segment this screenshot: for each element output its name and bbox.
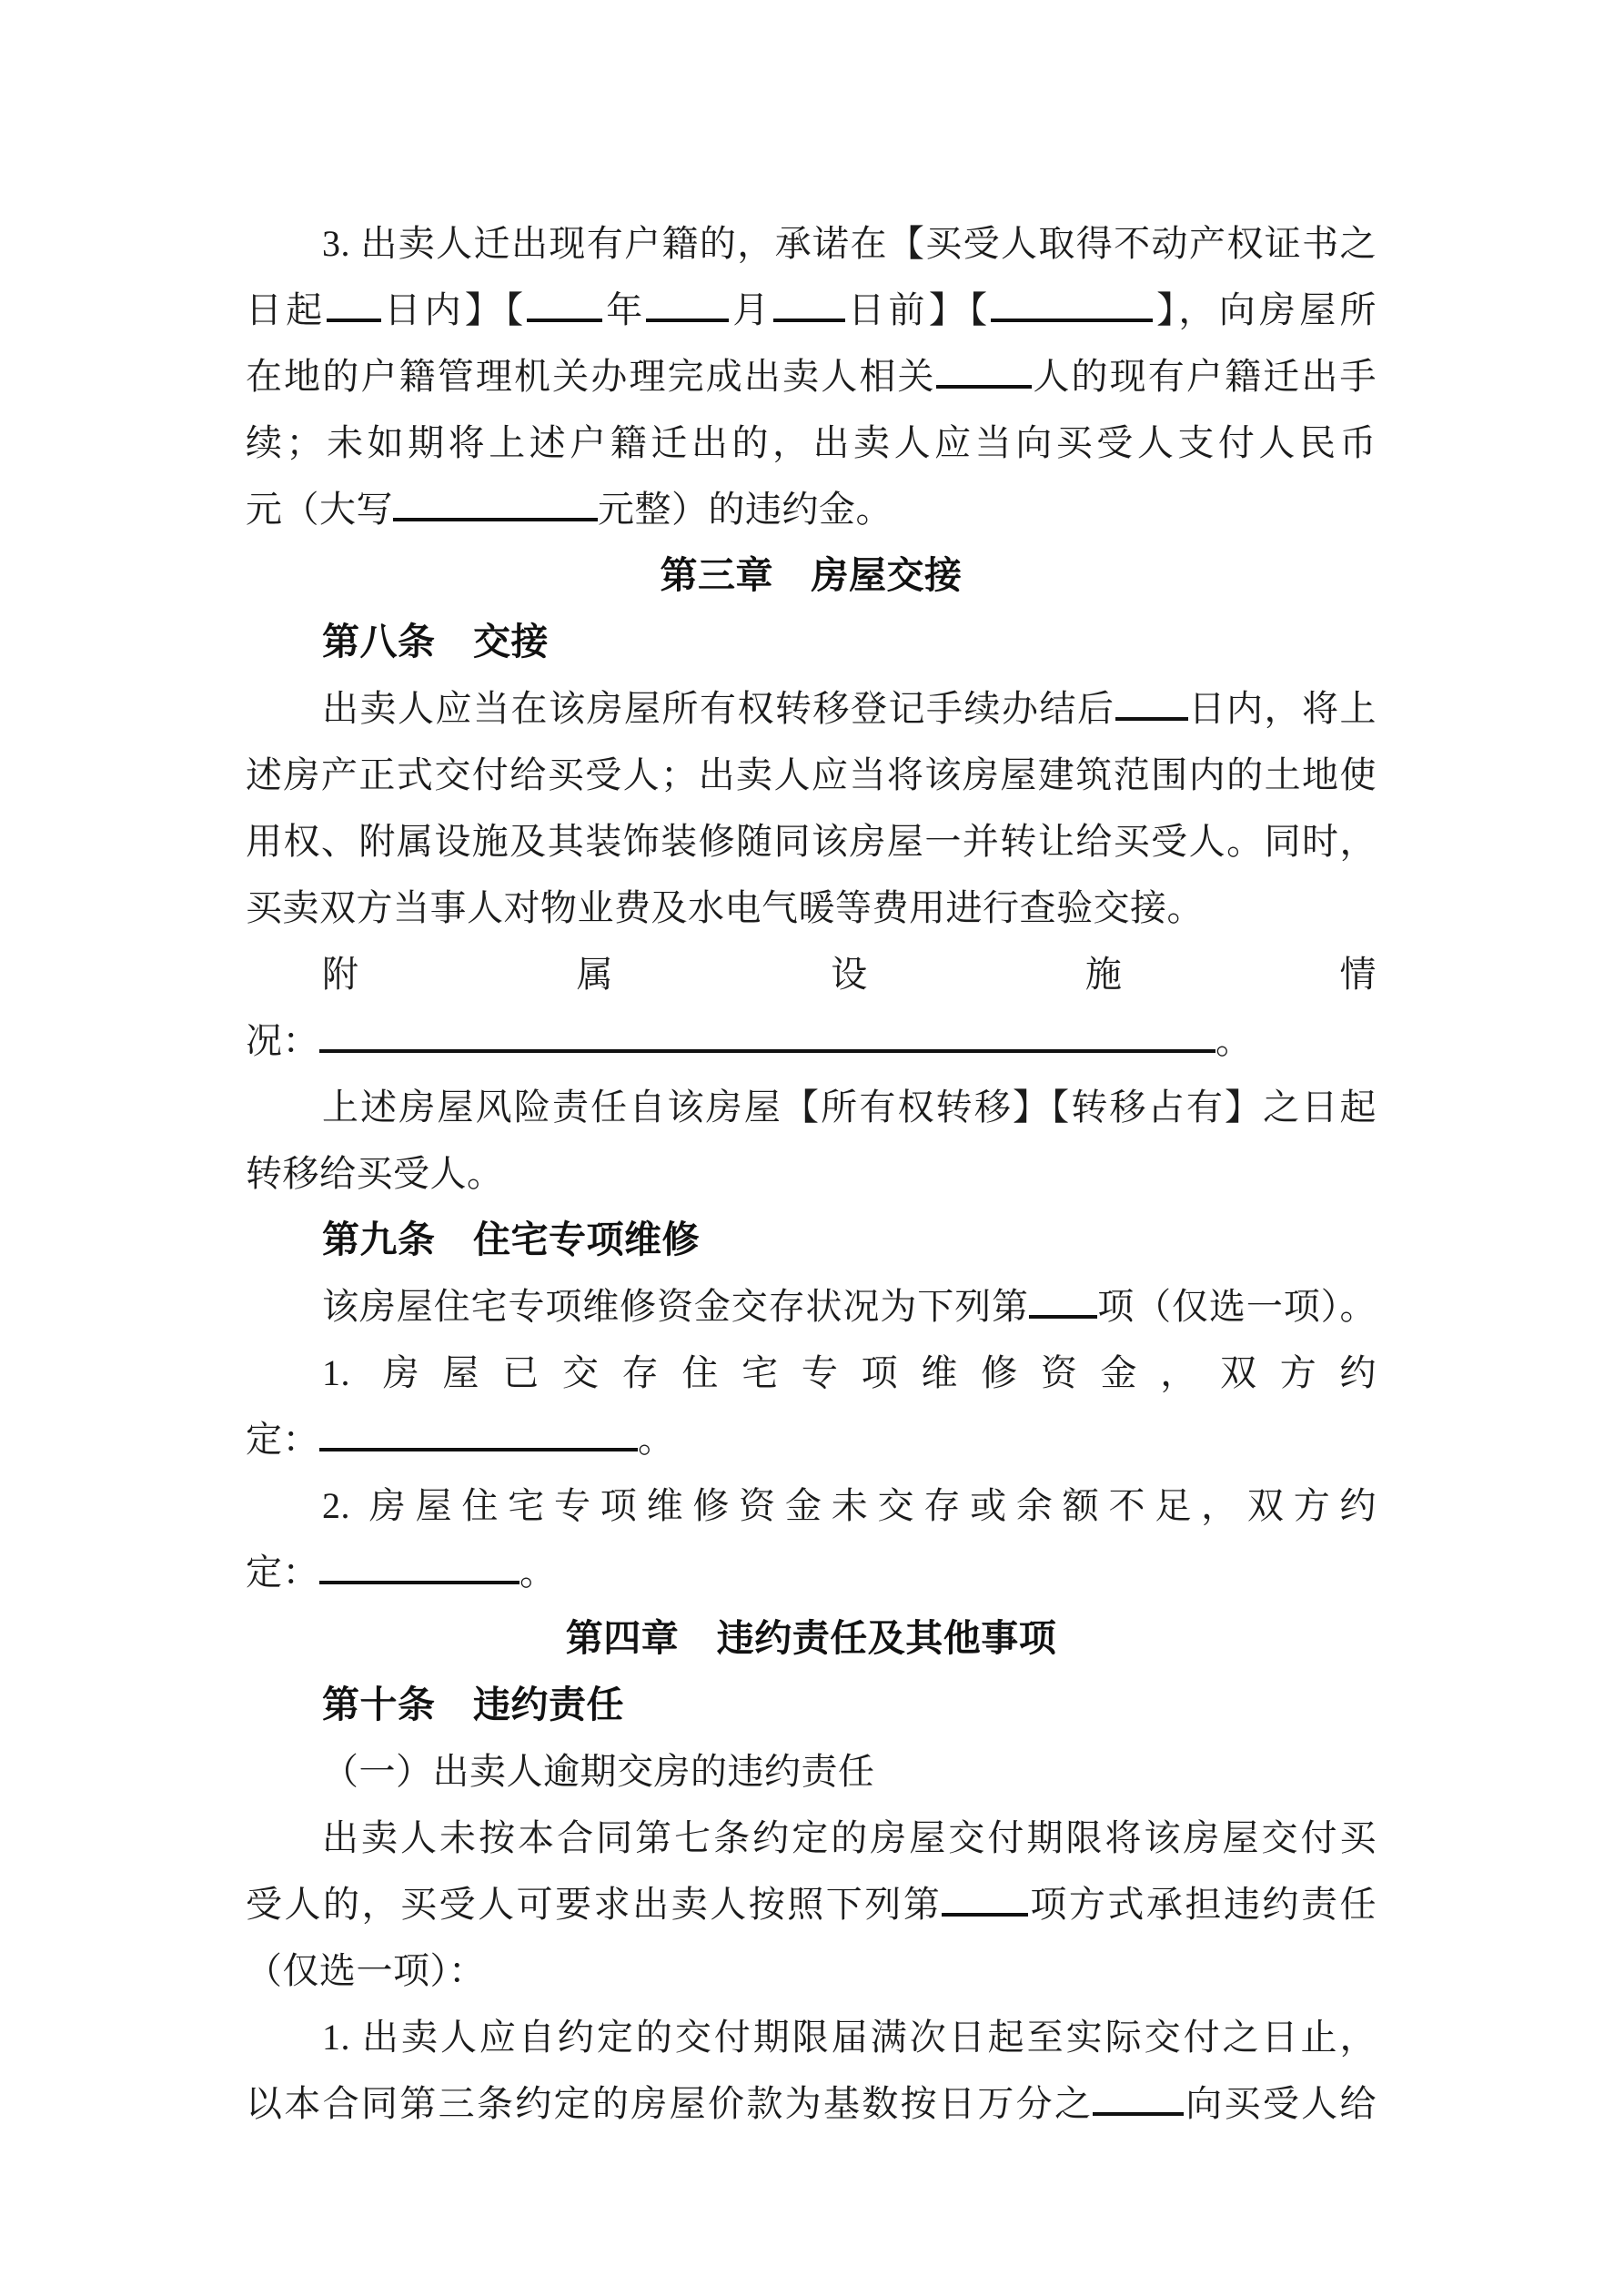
blank-field xyxy=(319,1555,519,1584)
contract-body xyxy=(246,210,1377,2137)
blank-field xyxy=(1029,1290,1097,1319)
text-run: 受人的，买受人可要求出卖人按照下列第 xyxy=(246,1884,943,1925)
text-run: 年 xyxy=(602,289,647,330)
article9-option1-line1 xyxy=(246,1340,1377,1406)
article8-line4 xyxy=(246,875,1377,941)
article10-option1-line1 xyxy=(246,2004,1377,2070)
clause3-line3 xyxy=(246,343,1377,410)
text-run: 向买受人给 xyxy=(1184,2083,1377,2124)
text-run: 用权、附属设施及其装饰装修随同该房屋一并转让给买受人。同时， xyxy=(246,821,1377,862)
text-run: 出卖人未按本合同第七条约定的房屋交付期限将该房屋交付买 xyxy=(322,1817,1377,1858)
clause3-line2 xyxy=(246,277,1377,343)
text-run: 1. 房屋已交存住宅专项维修资金，双方约 xyxy=(322,1352,1377,1393)
clause3-line5 xyxy=(246,476,1377,542)
article10-option1-line2 xyxy=(246,2070,1377,2137)
blank-field xyxy=(319,1422,638,1451)
text-run: 3. 出卖人迁出现有户籍的，承诺在【买受人取得不动产权证书之 xyxy=(322,223,1377,264)
article10-line3 xyxy=(246,1937,1377,2004)
blank-field xyxy=(393,492,598,521)
text-run: 2. 房屋住宅专项维修资金未交存或余额不足，双方约 xyxy=(322,1485,1377,1526)
text-run: 日内】【 xyxy=(380,289,528,330)
article10-line2 xyxy=(246,1871,1377,1937)
text-run: 以本合同第三条约定的房屋价款为基数按日万分之 xyxy=(246,2083,1094,2124)
risk-line2 xyxy=(246,1140,1377,1207)
article10-heading xyxy=(246,1672,1377,1738)
article10-line1 xyxy=(246,1805,1377,1871)
article9-option1-line2 xyxy=(246,1406,1377,1472)
clause3-line1 xyxy=(246,210,1377,277)
text-run: 第四章 违约责任及其他事项 xyxy=(565,1617,1057,1659)
text-run: 。 xyxy=(519,1552,557,1593)
text-run: 述房产正式交付给买受人；出卖人应当将该房屋建筑范围内的土地使 xyxy=(246,754,1377,795)
article8-heading xyxy=(246,609,1377,675)
article9-heading xyxy=(246,1207,1377,1273)
text-run: 日起 xyxy=(246,289,327,330)
text-run: 。 xyxy=(638,1419,675,1460)
text-run: 上述房屋风险责任自该房屋【所有权转移】【转移占有】之日起 xyxy=(322,1087,1377,1128)
risk-line1 xyxy=(246,1074,1377,1140)
text-run: 买卖双方当事人对物业费及水电气暖等费用进行查验交接。 xyxy=(246,887,1204,928)
blank-field xyxy=(773,293,845,322)
text-run: 出卖人应当在该房屋所有权转移登记手续办结后 xyxy=(322,688,1115,729)
text-run: 日前】【 xyxy=(844,289,992,330)
text-run: （仅选一项）： xyxy=(246,1950,486,1991)
text-run: 第三章 房屋交接 xyxy=(660,554,963,596)
text-run: 月 xyxy=(729,289,773,330)
text-run: 】，向房屋所 xyxy=(1153,289,1377,330)
text-run: 附属设施情 xyxy=(322,954,1377,995)
text-run: 第九条 住宅专项维修 xyxy=(322,1219,700,1260)
blank-field xyxy=(646,293,729,322)
article9-option2-line1 xyxy=(246,1472,1377,1539)
blank-field xyxy=(991,293,1153,322)
chapter4-heading xyxy=(246,1605,1377,1672)
article8-line1 xyxy=(246,675,1377,742)
text-run: 转移给买受人。 xyxy=(246,1153,504,1194)
text-run: 。 xyxy=(1215,1020,1253,1061)
facilities-line1 xyxy=(246,941,1377,1007)
article8-line2 xyxy=(246,742,1377,808)
text-run: 元（大写 xyxy=(246,489,393,530)
blank-field xyxy=(527,293,602,322)
text-run: 1. 出卖人应自约定的交付期限届满次日起至实际交付之日止， xyxy=(322,2017,1377,2058)
text-run: 定： xyxy=(246,1419,319,1460)
article9-line1 xyxy=(246,1273,1377,1340)
text-run: 元整）的违约金。 xyxy=(598,489,893,530)
blank-field xyxy=(1093,2087,1184,2116)
text-run: 人的现有户籍迁出手 xyxy=(1031,356,1377,397)
article8-line3 xyxy=(246,808,1377,875)
article10-sub1 xyxy=(246,1738,1377,1805)
text-run: 项方式承担违约责任 xyxy=(1028,1884,1377,1925)
text-run: 该房屋住宅专项维修资金交存状况为下列第 xyxy=(322,1286,1029,1327)
text-run: 在地的户籍管理机关办理完成出卖人相关 xyxy=(246,356,936,397)
blank-field xyxy=(942,1887,1028,1917)
article9-option2-line2 xyxy=(246,1539,1377,1605)
blank-field xyxy=(1115,692,1188,721)
blank-field xyxy=(327,293,381,322)
blank-field xyxy=(936,359,1032,389)
text-run: 定： xyxy=(246,1552,319,1593)
clause3-line4 xyxy=(246,410,1377,476)
blank-field xyxy=(319,1024,1215,1053)
chapter3-heading xyxy=(246,542,1377,609)
text-run: 续；未如期将上述户籍迁出的，出卖人应当向买受人支付人民币 xyxy=(246,422,1377,463)
text-run: 第八条 交接 xyxy=(322,621,549,663)
text-run: 况： xyxy=(246,1020,319,1061)
text-run: 项（仅选一项）。 xyxy=(1096,1286,1377,1327)
text-run: （一）出卖人逾期交房的违约责任 xyxy=(322,1751,875,1792)
text-run: 第十条 违约责任 xyxy=(322,1684,624,1725)
text-run: 日内，将上 xyxy=(1187,688,1377,729)
facilities-line2 xyxy=(246,1007,1377,1074)
